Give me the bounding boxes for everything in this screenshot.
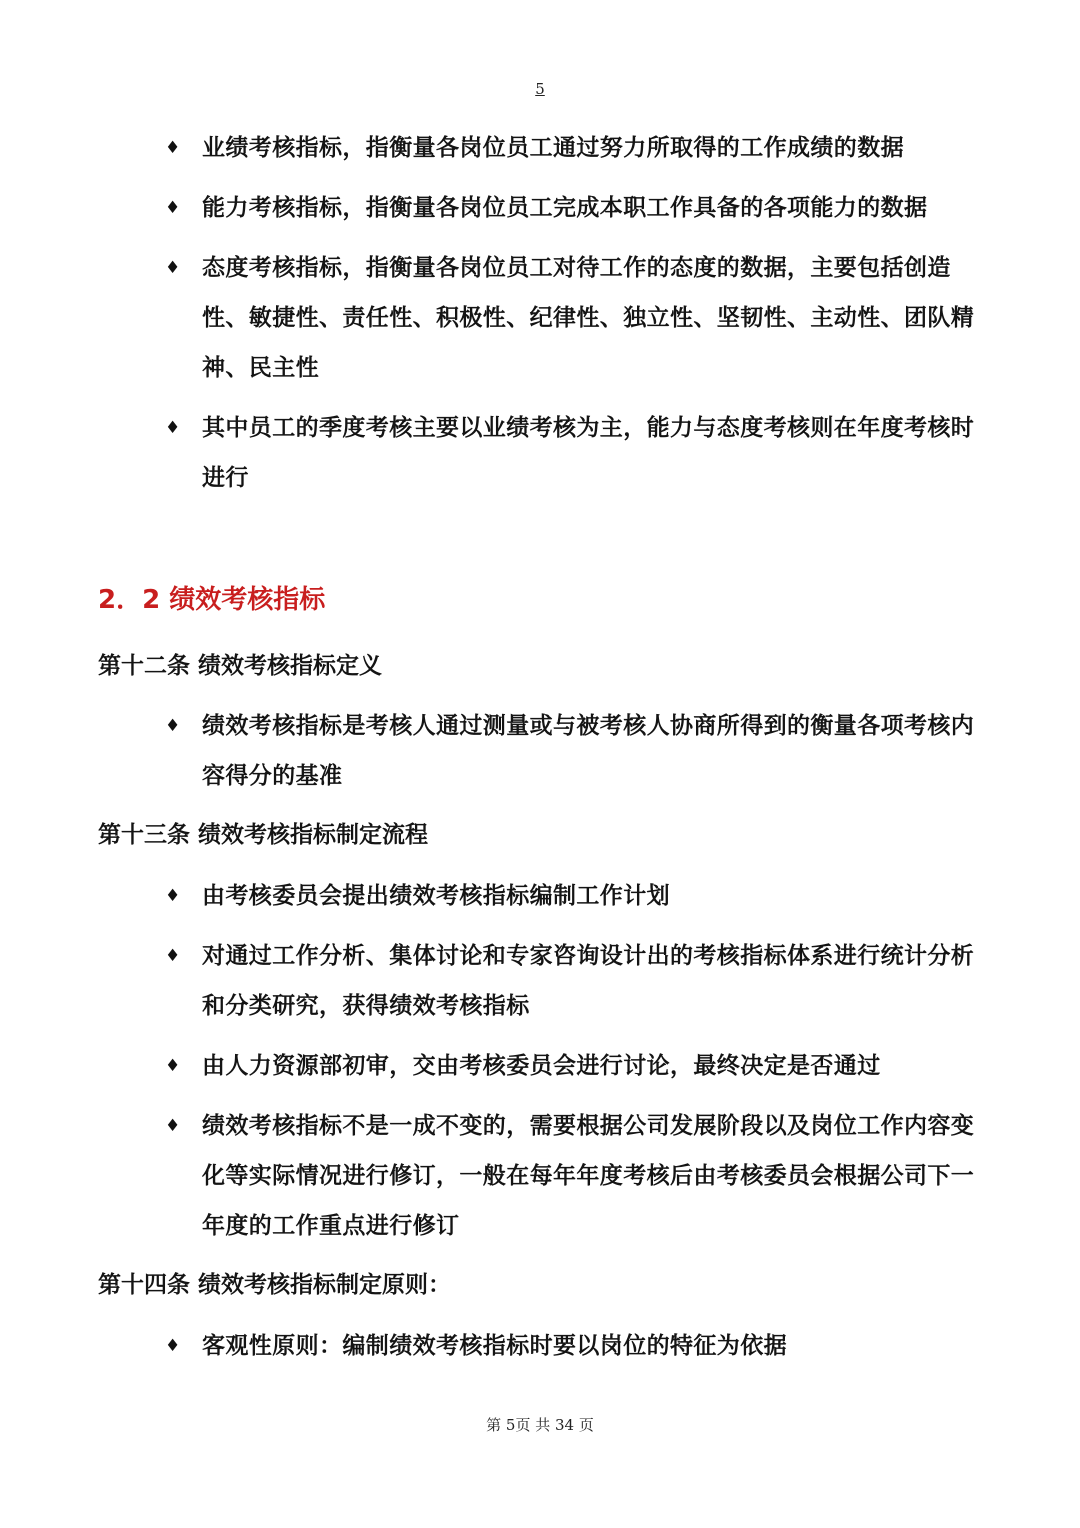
list-item [165, 931, 985, 1031]
diamond-bullet-icon: ♦ [165, 716, 181, 736]
list-item [165, 183, 985, 233]
list-item [165, 701, 985, 801]
list-item-text: 能力考核指标，指衡量各岗位员工完成本职工作具备的各项能力的数据 [202, 195, 928, 221]
list-item [165, 1101, 985, 1251]
list-item-text: 绩效考核指标是考核人通过测量或与被考核人协商所得到的衡量各项考核内容得分的基准 [202, 713, 975, 789]
list-item-text: 绩效考核指标不是一成不变的，需要根据公司发展阶段以及岗位工作内容变化等实际情况进行修订，一般在每年年度考核后由考核委员会根据公司下一年度的工作重点进行修订 [202, 1113, 975, 1239]
list-item-text: 态度考核指标，指衡量各岗位员工对待工作的态度的数据，主要包括创造性、敏捷性、责任性、积极性、纪律性、独立性、坚韧性、主动性、团队精神、民主性 [202, 255, 975, 381]
list-item [165, 243, 985, 393]
list-item-text: 其中员工的季度考核主要以业绩考核为主，能力与态度考核则在年度考核时进行 [202, 415, 975, 491]
list-item [165, 403, 985, 503]
list-item-text: 客观性原则：编制绩效考核指标时要以岗位的特征为依据 [202, 1333, 787, 1359]
list-item-text: 由考核委员会提出绩效考核指标编制工作计划 [202, 883, 670, 909]
list-item-text: 对通过工作分析、集体讨论和专家咨询设计出的考核指标体系进行统计分析和分类研究，获得绩效考核指标 [202, 943, 975, 1019]
list-item [165, 871, 985, 921]
list-item [165, 1321, 985, 1371]
list-item [165, 123, 985, 173]
article-title-12: 第十二条 绩效考核指标定义 [98, 653, 383, 679]
diamond-bullet-icon: ♦ [165, 886, 181, 906]
section-heading: 2．2 绩效考核指标 [98, 585, 326, 615]
diamond-bullet-icon: ♦ [165, 258, 181, 278]
diamond-bullet-icon: ♦ [165, 1336, 181, 1356]
diamond-bullet-icon: ♦ [165, 1116, 181, 1136]
list-item-text: 由人力资源部初审，交由考核委员会进行讨论，最终决定是否通过 [202, 1053, 881, 1079]
diamond-bullet-icon: ♦ [165, 946, 181, 966]
page-number-top: 5 [535, 80, 545, 98]
list-item [165, 1041, 985, 1091]
diamond-bullet-icon: ♦ [165, 1056, 181, 1076]
diamond-bullet-icon: ♦ [165, 138, 181, 158]
diamond-bullet-icon: ♦ [165, 418, 181, 438]
diamond-bullet-icon: ♦ [165, 198, 181, 218]
article-title-13: 第十三条 绩效考核指标制定流程 [98, 822, 429, 848]
list-item-text: 业绩考核指标，指衡量各岗位员工通过努力所取得的工作成绩的数据 [202, 135, 904, 161]
article-title-14: 第十四条 绩效考核指标制定原则： [98, 1272, 452, 1298]
page-footer: 第 5页 共 34 页 [486, 1416, 594, 1434]
